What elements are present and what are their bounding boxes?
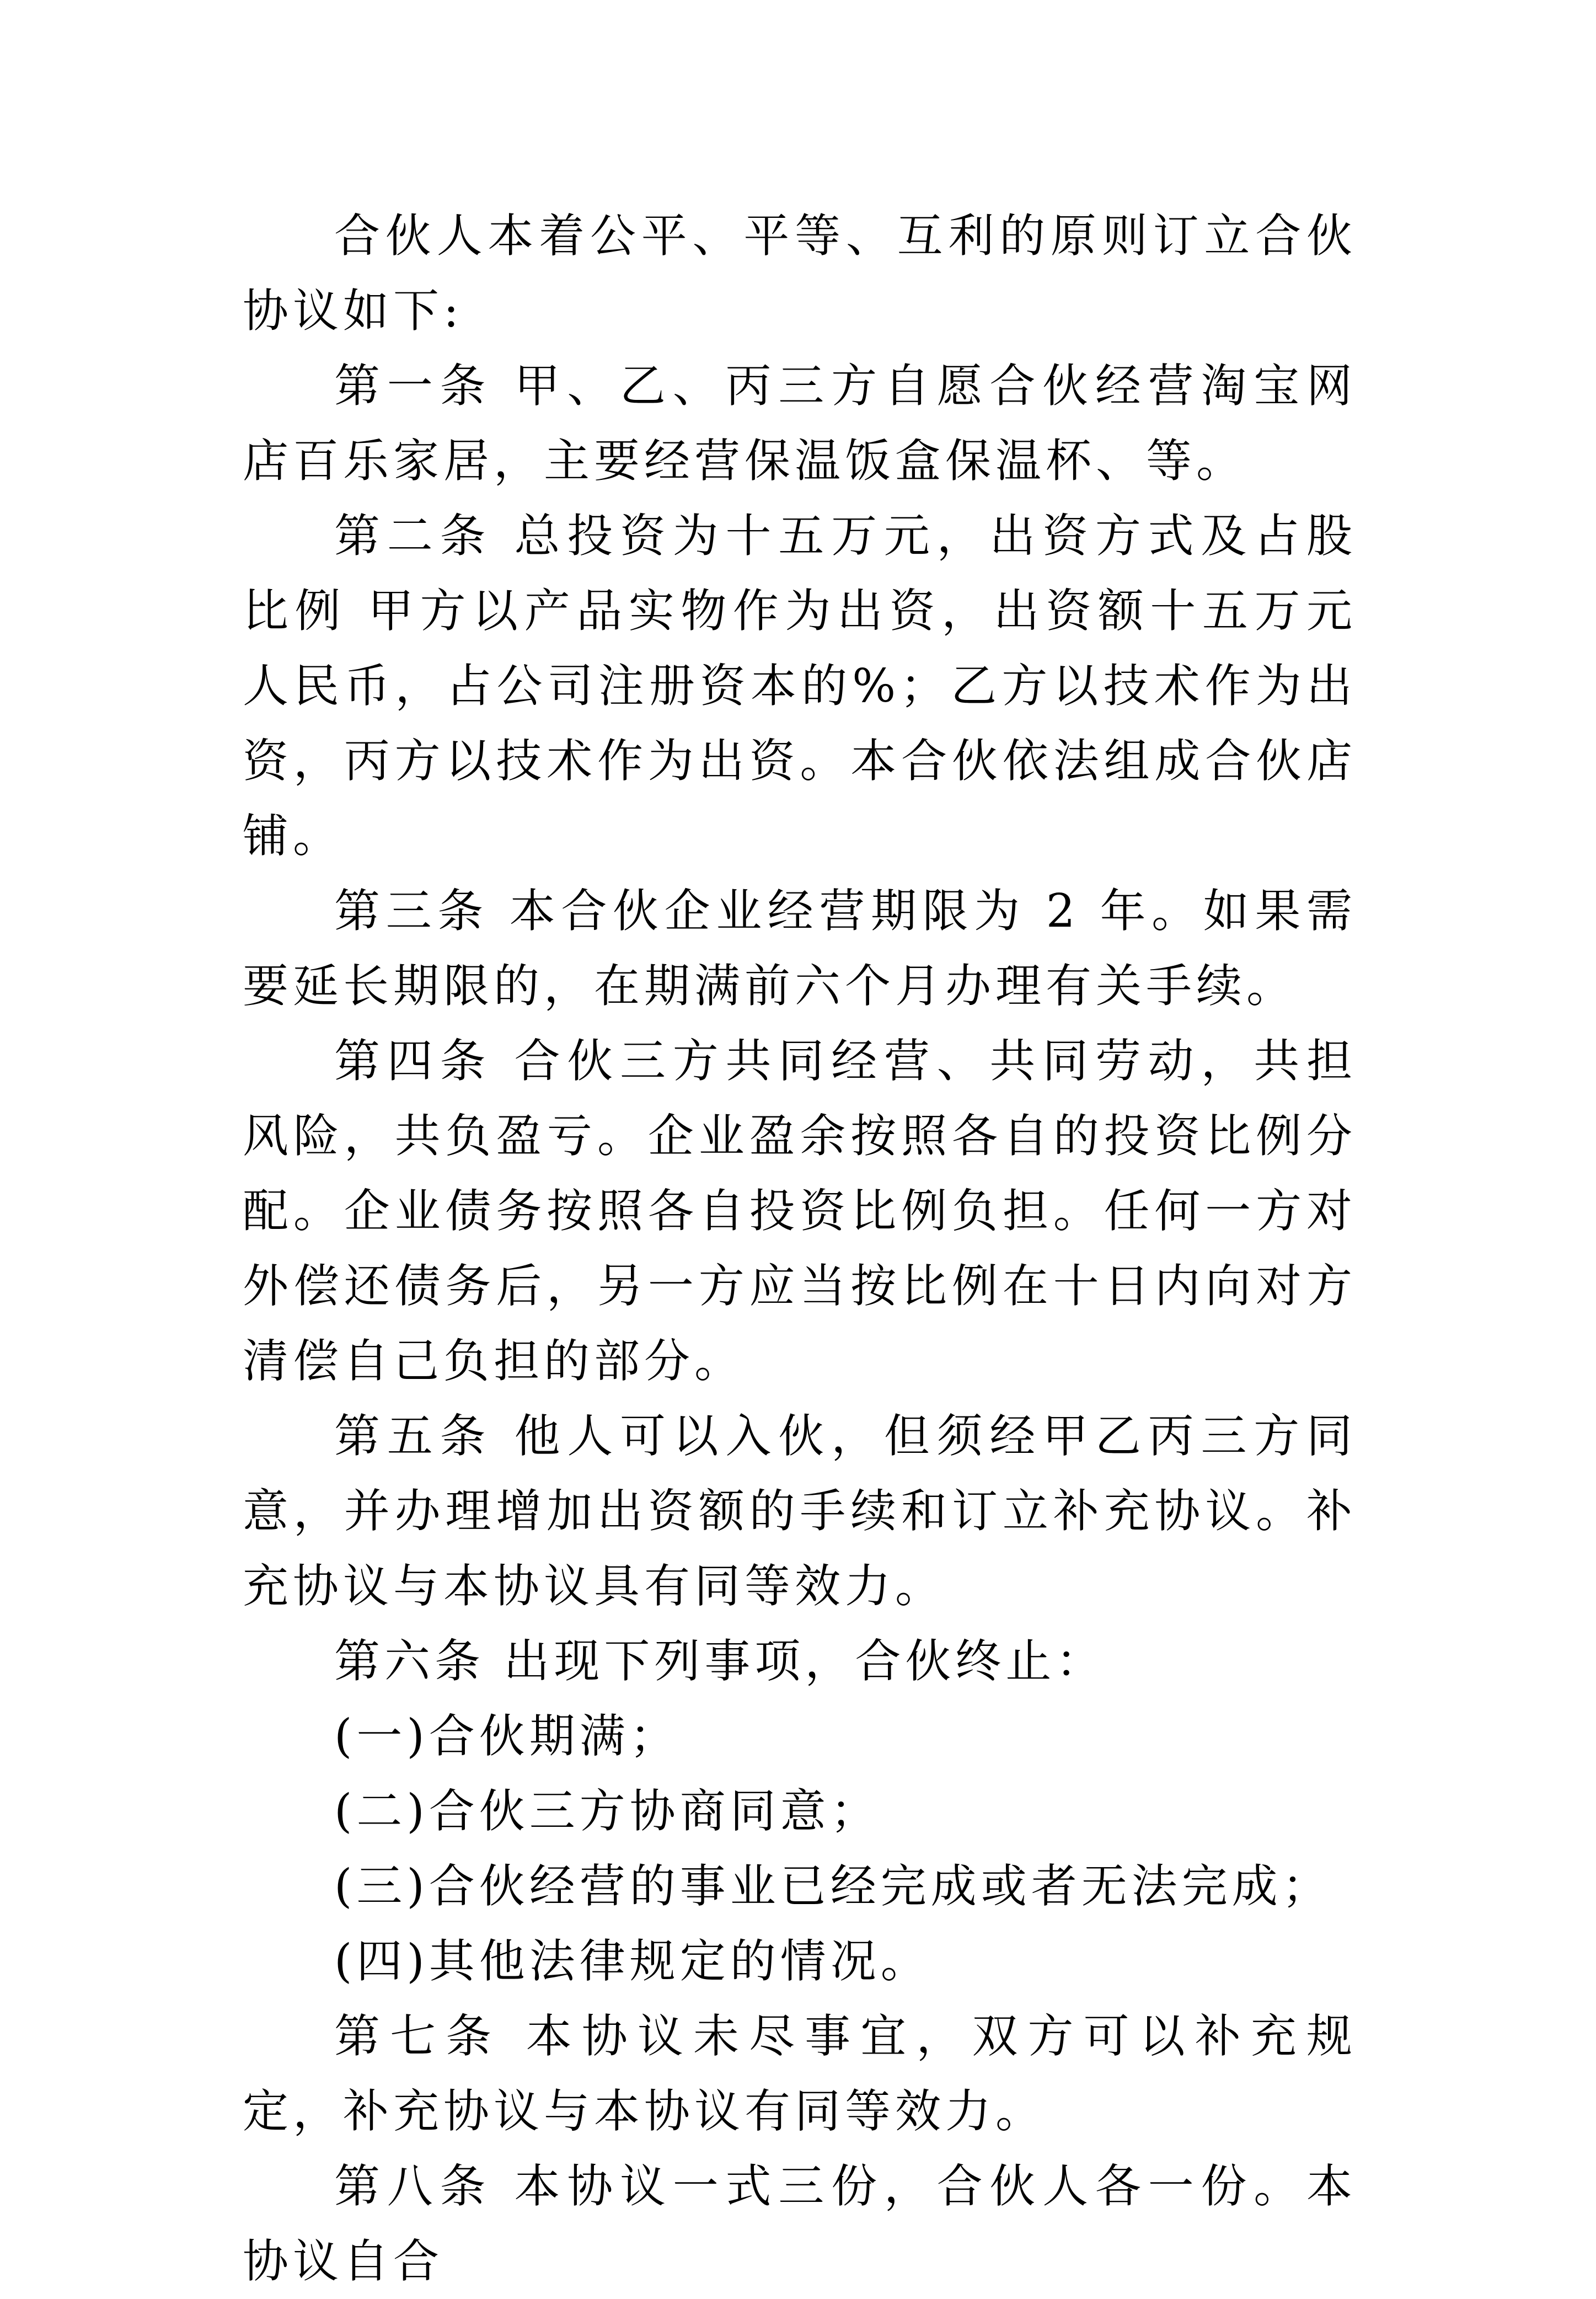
paragraph-article-5: 第五条 他人可以入伙，但须经甲乙丙三方同意，并办理增加出资额的手续和订立补充协议。补充协议与本协议具有同等效力。 [243, 1409, 1357, 1613]
list-item-termination-2: (二)合伙三方协商同意； [334, 1784, 881, 1838]
paragraph-intro: 合伙人本着公平、平等、互利的原则订立合伙协议如下: [243, 209, 1357, 338]
paragraph-article-6: 第六条 出现下列事项，合伙终止： [334, 1634, 1106, 1688]
paragraph-article-1: 第一条 甲、乙、丙三方自愿合伙经营淘宝网店百乐家居，主要经营保温饭盒保温杯、等。 [243, 359, 1357, 488]
paragraph-article-4: 第四条 合伙三方共同经营、共同劳动，共担风险，共负盈亏。企业盈余按照各自的投资比例分配。企业债务按照各自投资比例负担。任何一方对外偿还债务后，另一方应当按比例在十日内向对方清偿自己负担的部分。 [243, 1034, 1357, 1388]
list-item-termination-4: (四)其他法律规定的情况。 [334, 1934, 931, 1988]
paragraph-article-8: 第八条 本协议一式三份，合伙人各一份。本协议自合 [243, 2159, 1357, 2288]
list-item-termination-1: (一)合伙期满； [334, 1709, 680, 1763]
list-item-termination-3: (三)合伙经营的事业已经完成或者无法完成； [334, 1859, 1332, 1913]
paragraph-article-7: 第七条 本协议未尽事宜，双方可以补充规定，补充协议与本协议有同等效力。 [243, 2009, 1357, 2138]
paragraph-article-3: 第三条 本合伙企业经营期限为 2 年。如果需要延长期限的，在期满前六个月办理有关手续。 [243, 884, 1357, 1013]
paragraph-article-2: 第二条 总投资为十五万元，出资方式及占股比例 甲方以产品实物作为出资，出资额十五万元人民币，占公司注册资本的%；乙方以技术作为出资，丙方以技术作为出资。本合伙依法组成合伙店铺。 [243, 509, 1357, 863]
agreement-body [243, 199, 1357, 2299]
